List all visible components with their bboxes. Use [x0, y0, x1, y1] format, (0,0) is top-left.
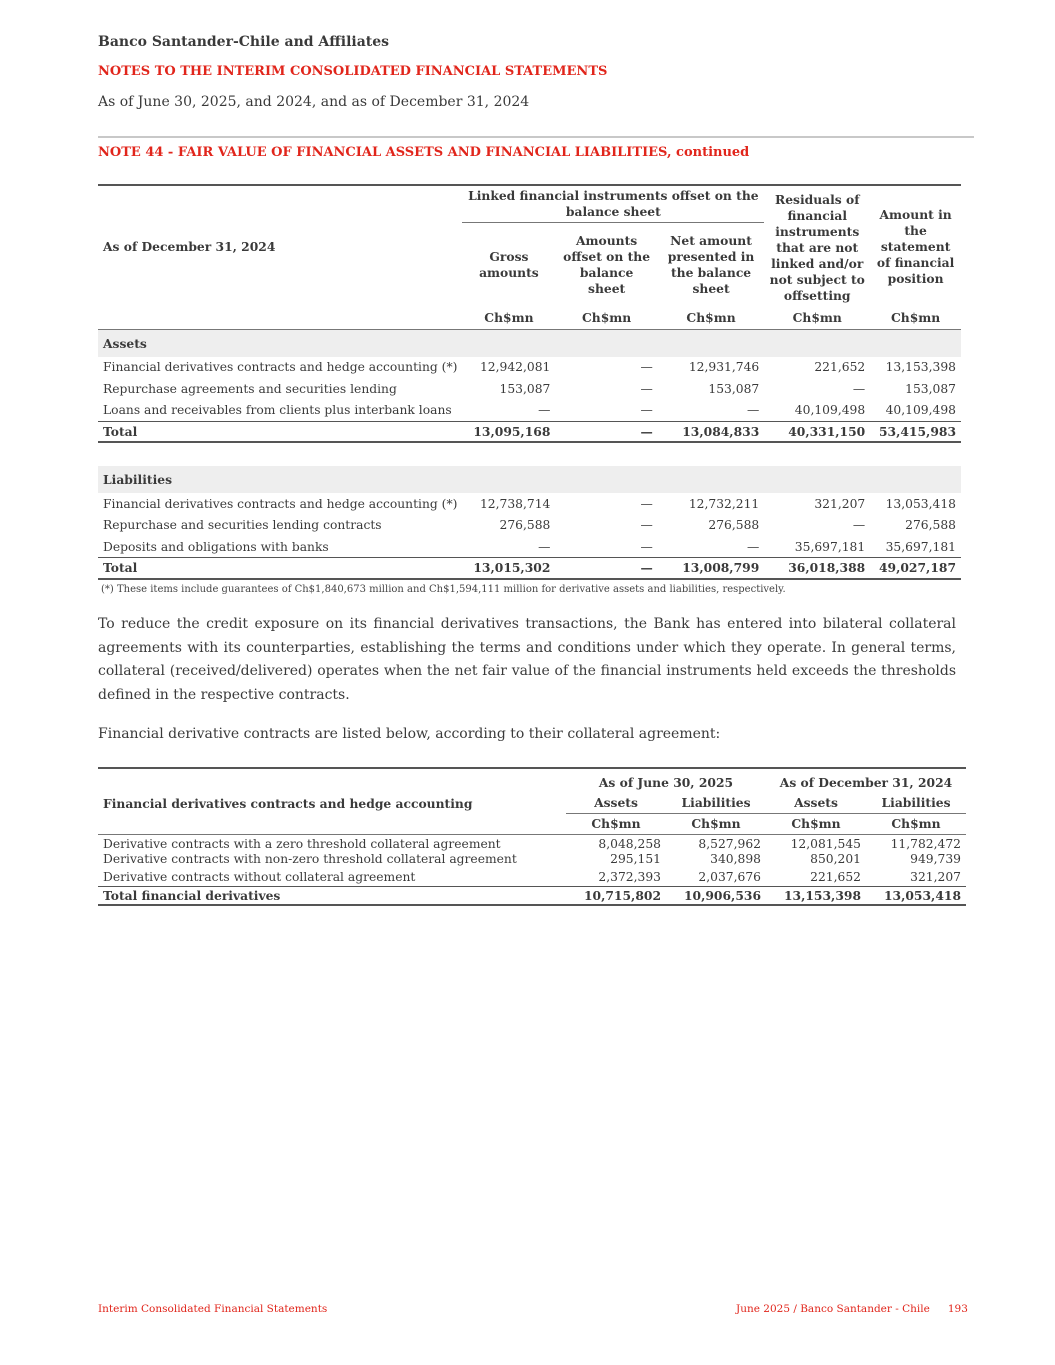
- unit-label: Ch$mn: [766, 814, 866, 835]
- period-dec-2024-header: As of December 31, 2024: [779, 775, 953, 790]
- col-gross-header: Gross amounts: [479, 249, 539, 281]
- assets-header: Assets: [766, 793, 866, 814]
- offset-table-label-header: As of December 31, 2024: [103, 238, 276, 254]
- table-row: Deposits and obligations with banks — — — 35,697,181 35,697,181: [103, 539, 956, 554]
- note-title: NOTE 44 - FAIR VALUE OF FINANCIAL ASSETS AND FINANCIAL LIABILITIES, continued: [98, 145, 750, 160]
- unit-label: Ch$mn: [866, 814, 966, 835]
- table-row: Loans and receivables from clients plus interbank loans — — — 40,109,498 40,109,498: [103, 403, 956, 417]
- footer-source: June 2025 / Banco Santander - Chile: [736, 1303, 930, 1315]
- page-number: 193: [947, 1303, 968, 1315]
- table-row: Repurchase agreements and securities lending 153,087 — 153,087 — 153,087: [103, 381, 956, 396]
- unit-label: Ch$mn: [462, 308, 555, 330]
- assets-total-row: Total 13,095,168 — 13,084,833 40,331,150 53,415,983: [98, 421, 961, 442]
- unit-label: Ch$mn: [764, 308, 870, 330]
- table-row: Financial derivatives contracts and hedge accounting (*) 12,738,714 — 12,732,211 321,207 13,053,418: [103, 496, 956, 511]
- col-residual-header: Residuals of financial instruments that are not linked and/or not subject to offsetting: [769, 192, 865, 304]
- unit-label: Ch$mn: [566, 814, 666, 835]
- company-name: Banco Santander-Chile and Affiliates: [98, 34, 390, 50]
- col-net-header: Net amount presented in the balance sheet: [667, 233, 755, 297]
- linked-group-header: Linked financial instruments offset on the balance sheet: [462, 185, 764, 223]
- unit-label: Ch$mn: [870, 308, 961, 330]
- header-divider: [98, 136, 974, 138]
- assets-section-label: Assets: [98, 330, 961, 357]
- table-row: Repurchase and securities lending contracts 276,588 — 276,588 — 276,588: [103, 518, 956, 533]
- collateral-table: [98, 767, 966, 906]
- unit-label: Ch$mn: [666, 814, 766, 835]
- table-row: Derivative contracts without collateral agreement 2,372,393 2,037,676 221,652 321,207: [103, 870, 961, 884]
- liabilities-section-label: Liabilities: [98, 466, 961, 493]
- derivatives-total-row: Total financial derivatives 10,715,802 10,906,536 13,153,398 13,053,418: [98, 887, 966, 906]
- liabilities-header: Liabilities: [666, 793, 766, 814]
- period-june-2025-header: As of June 30, 2025: [598, 775, 734, 790]
- offset-table: [98, 184, 961, 580]
- table-footnote: (*) These items include guarantees of Ch$1,840,673 million and Ch$1,594,111 million for derivative assets and liabilities, respectively.: [101, 584, 786, 595]
- liabilities-header: Liabilities: [866, 793, 966, 814]
- collateral-table-label-header: Financial derivatives contracts and hedge accounting: [103, 796, 473, 811]
- collateral-paragraph: To reduce the credit exposure on its financial derivatives transactions, the Bank has entered into bilateral collateral agreements with its counterparties, establishing the terms and conditions under which they operate. In general terms, collateral (received/delivered) operates when the net fair value of the financial instruments held exceeds the thresholds defined in the respective contracts.: [98, 616, 956, 704]
- table-row: Derivative contracts with non-zero threshold collateral agreement 295,151 340,898 850,201 949,739: [103, 852, 961, 866]
- footer-right: [736, 1303, 968, 1315]
- col-amount-header: Amount in the statement of financial position: [876, 206, 955, 286]
- notes-title: NOTES TO THE INTERIM CONSOLIDATED FINANCIAL STATEMENTS: [98, 64, 608, 79]
- unit-label: Ch$mn: [658, 308, 764, 330]
- col-offset-header: Amounts offset on the balance sheet: [563, 233, 651, 297]
- intro-paragraph: Financial derivative contracts are listed below, according to their collateral agreement:: [98, 726, 721, 742]
- period-subtitle: As of June 30, 2025, and 2024, and as of December 31, 2024: [98, 94, 530, 110]
- footer-left: Interim Consolidated Financial Statements: [98, 1303, 328, 1315]
- liabilities-total-row: Total 13,015,302 — 13,008,799 36,018,388 49,027,187: [98, 558, 961, 579]
- assets-header: Assets: [566, 793, 666, 814]
- table-row: Derivative contracts with a zero threshold collateral agreement 8,048,258 8,527,962 12,081,545 11,782,472: [103, 837, 961, 851]
- unit-label: Ch$mn: [555, 308, 657, 330]
- table-row: Financial derivatives contracts and hedge accounting (*) 12,942,081 — 12,931,746 221,652 13,153,398: [103, 360, 956, 375]
